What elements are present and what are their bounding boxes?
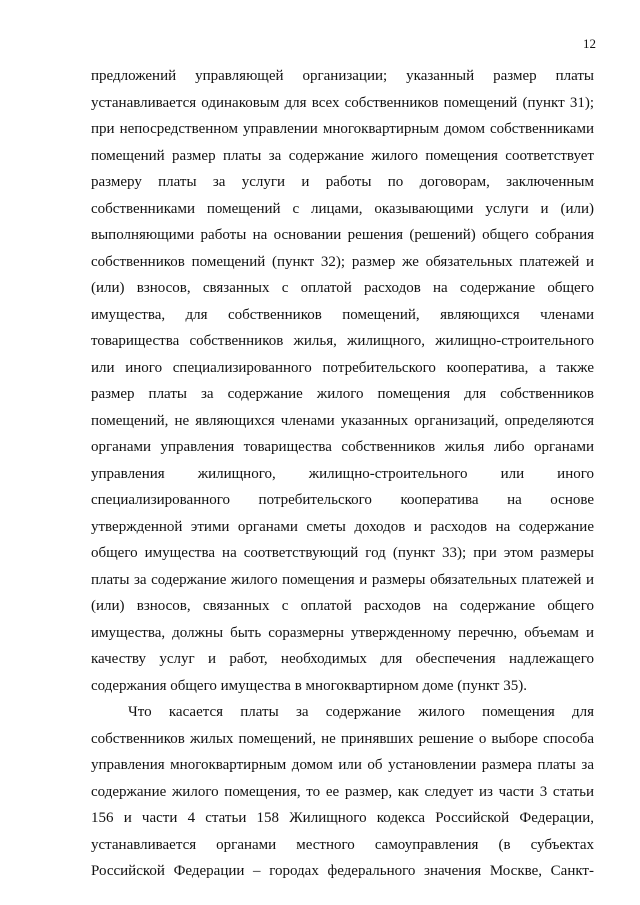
text-line: собственниками помещений с лицами, оказывающими услуги и (или) [91, 200, 594, 217]
text-line: платы за содержание жилого помещения и размеры обязательных платежей и [91, 571, 594, 588]
text-line: устанавливается одинаковым для всех собственников помещений (пункт 31); [91, 94, 594, 111]
text-line: имущества, для собственников помещений, являющихся членами [91, 306, 594, 323]
text-line: (или) взносов, связанных с оплатой расходов на содержание общего [91, 280, 594, 296]
text-line: размеру платы за услуги и работы по договорам, заключенным [91, 174, 594, 190]
text-line: устанавливается органами местного самоуправления (в субъектах [91, 836, 594, 853]
text-line: товарищества собственников жилья, жилищного, жилищно-строительного [91, 333, 594, 349]
text-line: управления жилищного, жилищно-строительного или иного [91, 465, 594, 482]
text-line: управления многоквартирным домом или об установлении размера платы за [91, 757, 594, 773]
text-line: содержание жилого помещения, то ее размер, как следует из части 3 статьи [91, 783, 594, 800]
document-body [91, 63, 594, 885]
page-number: 12 [583, 36, 596, 51]
text-line: имущества, должны быть соразмерны утвержденному перечню, объемам и [91, 624, 594, 641]
text-line: или иного специализированного потребительского кооператива, а также [91, 359, 594, 376]
text-line: органами управления товарищества собственников жилья либо органами [91, 439, 594, 455]
text-line: собственников помещений (пункт 32); размер же обязательных платежей и [91, 253, 594, 270]
text-line: содержания общего имущества в многоквартирном доме (пункт 35). [91, 677, 527, 694]
text-line: предложений управляющей организации; указанный размер платы [91, 68, 594, 84]
text-line: утвержденной этими органами сметы доходов и расходов на содержание [91, 518, 594, 535]
text-line: помещений размер платы за содержание жилого помещения соответствует [91, 147, 594, 164]
text-line: 156 и части 4 статьи 158 Жилищного кодекса Российской Федерации, [91, 810, 594, 826]
text-line: размер платы за содержание жилого помещения для собственников [91, 386, 594, 402]
text-line: собственников жилых помещений, не принявших решение о выборе способа [91, 730, 594, 747]
text-line: при непосредственном управлении многоквартирным домом собственниками [91, 121, 594, 137]
text-line: (или) взносов, связанных с оплатой расходов на содержание общего [91, 598, 594, 614]
text-line: помещений, не являющихся членами указанных организаций, определяются [91, 412, 594, 429]
text-line: выполняющими работы на основании решения (решений) общего собрания [91, 227, 594, 243]
text-line: специализированного потребительского кооператива на основе [91, 492, 594, 508]
text-line: общего имущества на соответствующий год (пункт 33); при этом размеры [91, 545, 594, 561]
text-line: качеству услуг и работ, необходимых для обеспечения надлежащего [91, 651, 594, 667]
text-line: Российской Федерации – городах федерального значения Москве, Санкт- [91, 863, 594, 879]
paragraph-first-line: Что касается платы за содержание жилого помещения для [128, 704, 594, 720]
